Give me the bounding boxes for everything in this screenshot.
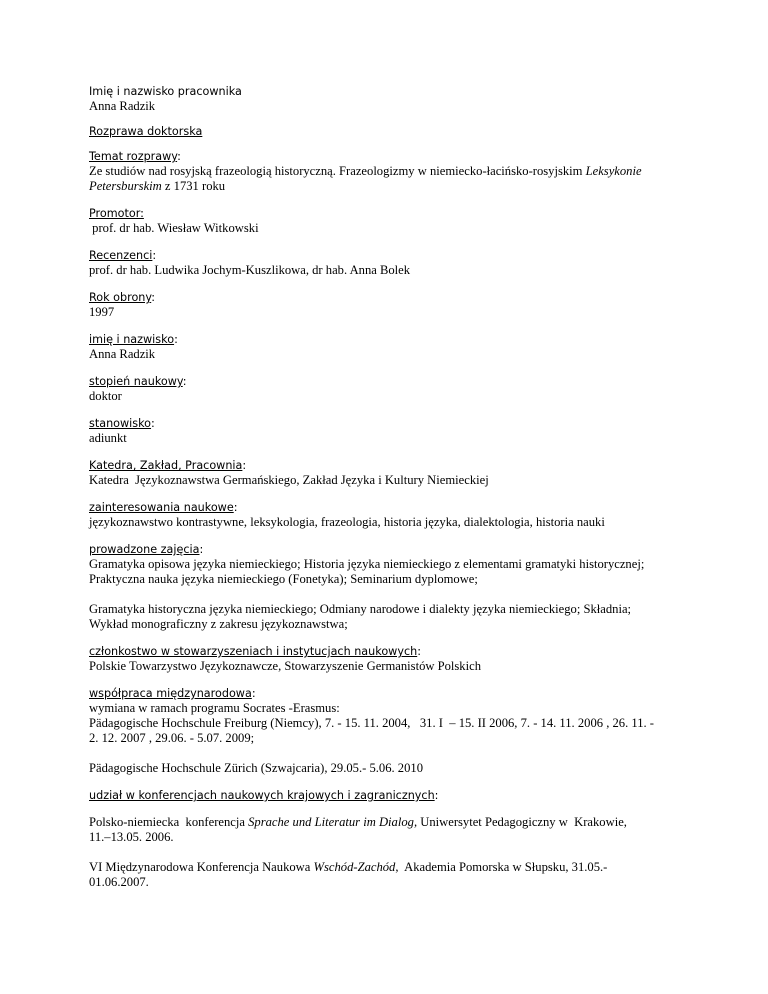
interests-label: zainteresowania naukowe:: [89, 501, 238, 514]
cooperation-label: współpraca międzynarodowa:: [89, 687, 256, 700]
conference-2-line-1: VI Międzynarodowa Konferencja Naukowa Wschód-Zachód, Akademia Pomorska w Słupsku, 31.05.-: [89, 860, 608, 874]
topic-label: Temat rozprawy:: [89, 150, 181, 163]
name-label: imię i nazwisko:: [89, 333, 178, 346]
document-page: [89, 84, 679, 890]
conference-1-line-2: 11.–13.05. 2006.: [89, 830, 174, 844]
conference-1-line-1: Polsko-niemiecka konferencja Sprache und Literatur im Dialog, Uniwersytet Pedagogiczny w Krakowie,: [89, 815, 627, 829]
cooperation-paragraph-1: [89, 701, 679, 746]
promoter-section: [89, 206, 679, 236]
classes-line-2: Praktyczna nauka języka niemieckiego (Fonetyka); Seminarium dyplomowe;: [89, 572, 478, 586]
employee-name: Anna Radzik: [89, 99, 156, 113]
topic-value: Ze studiów nad rosyjską frazeologią historyczną. Frazeologizmy w niemiecko-łacińsko-rosyjskim Leksykonie Petersburskim z 1731 roku: [89, 164, 642, 193]
interests-section: [89, 500, 679, 530]
department-value: Katedra Językoznawstwa Germańskiego, Zakład Języka i Kultury Niemieckiej: [89, 473, 489, 487]
defense-year-section: [89, 290, 679, 320]
membership-value: Polskie Towarzystwo Językoznawcze, Stowarzyszenie Germanistów Polskich: [89, 659, 481, 673]
conference-2-line-2: 01.06.2007.: [89, 875, 149, 889]
degree-label: stopień naukowy:: [89, 375, 187, 388]
department-label: Katedra, Zakład, Pracownia:: [89, 459, 247, 472]
position-section: [89, 416, 679, 446]
promoter-value: prof. dr hab. Wiesław Witkowski: [92, 221, 259, 235]
cooperation-line-2: Pädagogische Hochschule Freiburg (Niemcy), 7. - 15. 11. 2004, 31. I – 15. II 2006, 7. - 14. 11. 2006 , 26. 11. -: [89, 716, 654, 730]
interests-value: językoznawstwo kontrastywne, leksykologia, frazeologia, historia języka, dialektologia, historia nauki: [89, 515, 605, 529]
classes-line-4: Wykład monograficzny z zakresu językoznawstwa;: [89, 617, 348, 631]
cooperation-line-3: 2. 12. 2007 , 29.06. - 5.07. 2009;: [89, 731, 255, 745]
classes-label: prowadzone zajęcia:: [89, 543, 204, 556]
reviewers-section: [89, 248, 679, 278]
dissertation-heading: Rozprawa doktorska: [89, 125, 203, 138]
name-value: Anna Radzik: [89, 347, 156, 361]
cooperation-section: [89, 686, 679, 776]
defense-year-value: 1997: [89, 305, 115, 319]
topic-section: [89, 149, 679, 194]
dissertation-section: [89, 124, 679, 139]
membership-section: [89, 644, 679, 674]
reviewers-value: prof. dr hab. Ludwika Jochym-Kuszlikowa, dr hab. Anna Bolek: [89, 263, 411, 277]
degree-value: doktor: [89, 389, 122, 403]
degree-section: [89, 374, 679, 404]
defense-year-label: Rok obrony:: [89, 291, 155, 304]
membership-label: członkostwo w stowarzyszeniach i instytucjach naukowych:: [89, 645, 421, 658]
cooperation-line-4: Pädagogische Hochschule Zürich (Szwajcaria), 29.05.- 5.06. 2010: [89, 761, 423, 775]
classes-paragraph-1: [89, 557, 679, 587]
classes-section: [89, 542, 679, 632]
employee-header: [89, 84, 679, 114]
position-label: stanowisko:: [89, 417, 155, 430]
name-section: [89, 332, 679, 362]
position-value: adiunkt: [89, 431, 127, 445]
conferences-label: udział w konferencjach naukowych krajowych i zagranicznych:: [89, 789, 439, 802]
department-section: [89, 458, 679, 488]
classes-line-3: Gramatyka historyczna języka niemieckiego; Odmiany narodowe i dialekty języka niemieckiego; Składnia;: [89, 602, 632, 616]
reviewers-label: Recenzenci:: [89, 249, 157, 262]
promoter-label: Promotor:: [89, 207, 144, 220]
conference-2: [89, 860, 679, 890]
employee-label: Imię i nazwisko pracownika: [89, 85, 242, 98]
conference-1: [89, 815, 679, 845]
cooperation-line-1: wymiana w ramach programu Socrates -Erasmus:: [89, 701, 340, 715]
conferences-section: [89, 788, 679, 890]
classes-line-1: Gramatyka opisowa języka niemieckiego; Historia języka niemieckiego z elementami gramatyki historycznej;: [89, 557, 645, 571]
classes-paragraph-2: [89, 602, 679, 632]
